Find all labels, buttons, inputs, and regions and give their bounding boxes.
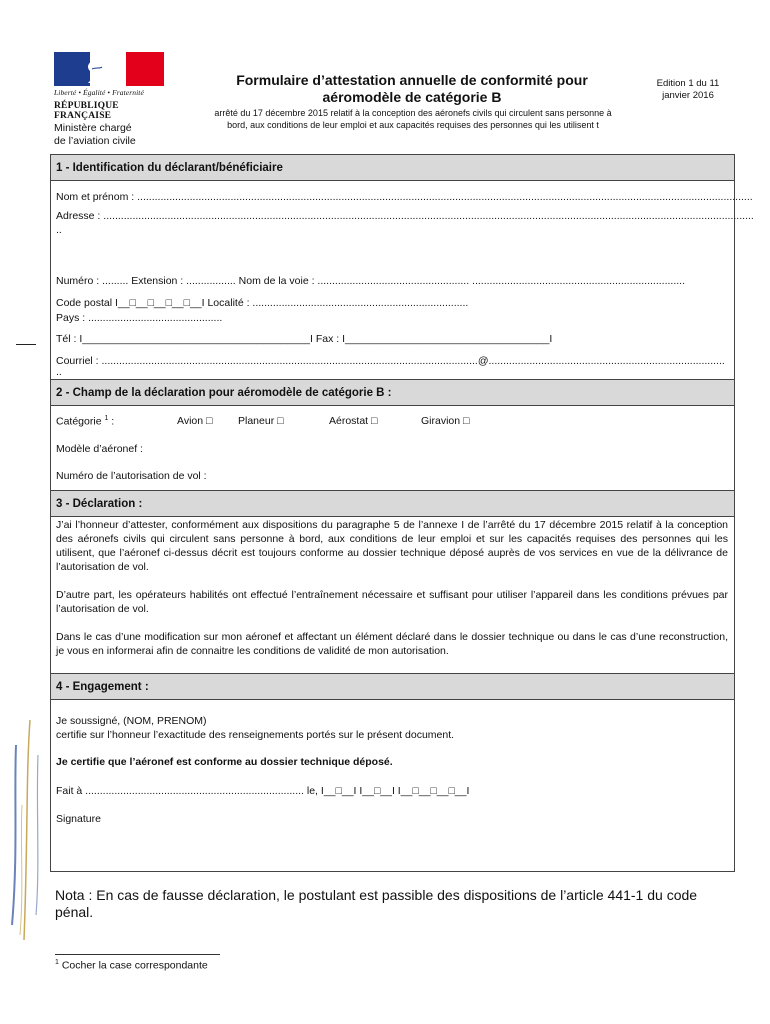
footnote-text: Cocher la case correspondante — [61, 959, 208, 972]
ministry-line-1: Ministère chargé — [54, 122, 132, 134]
decorative-margin-lines — [0, 715, 48, 945]
name-field[interactable]: Nom et prénom : ................................................................................................................................................................................................................... — [56, 191, 753, 203]
edition-line-1: Edition 1 du 11 — [656, 78, 720, 89]
checkbox-avion[interactable]: Avion □ — [177, 415, 213, 427]
checkbox-giravion[interactable]: Giravion □ — [421, 415, 470, 427]
edition-line-2: janvier 2016 — [662, 90, 714, 101]
section-4-header: 4 - Engagement : — [51, 673, 734, 700]
certify-statement: certifie sur l’honneur l’exactitude des renseignements portés sur le présent document. — [56, 729, 455, 741]
edition-info — [648, 78, 728, 102]
declaration-paragraph-1: J’ai l’honneur d’attester, conformément aux dispositions du paragraphe 5 de l’annexe I de l’arrêté du 17 décembre 2015 relatif à la conception des aéronefs civils qui circulent sans personne à bord, aux conditions de leur emploi et sur les capacités requises des personnes qui les utilisent, que l’aéronef ci-dessus décrit est toujours conforme au dossier technique déposé auprès de vos services en vue de la délivrance de l’autorisation de vol. — [56, 519, 728, 573]
form-subtitle-line-1: arrêté du 17 décembre 2015 relatif à la conception des aéronefs civils qui circulent sans personne à — [214, 108, 612, 118]
section-2-header: 2 - Champ de la déclaration pour aéromodèle de catégorie B : — [51, 379, 734, 406]
conformity-statement: Je certifie que l’aéronef est conforme au dossier technique déposé. — [56, 756, 393, 768]
form-subtitle-line-2: bord, aux conditions de leur emploi et aux capacités requises des personnes qui les utilisent t — [227, 119, 599, 130]
ministry-line-2: de l’aviation civile — [54, 135, 136, 147]
phone-fax-field[interactable]: Tél : I_______________________________________I Fax : I___________________________________I — [56, 333, 553, 345]
checkbox-planeur[interactable]: Planeur □ — [238, 415, 284, 427]
footnote-number: 1 — [55, 959, 59, 966]
declaration-paragraph-2: D’autre part, les opérateurs habilités ont effectué l’entraînement nécessaire et suffisant pour utiliser l’appareil dans les conditions prévues par l’autorisation de vol. — [56, 589, 728, 615]
address-field[interactable]: Adresse : ............................................................................................................................................................................................................................... — [56, 210, 754, 222]
signature-field[interactable]: Signature — [56, 813, 101, 825]
checkbox-aerostat[interactable]: Aérostat □ — [329, 415, 378, 427]
email-field-continued[interactable]: .. — [56, 366, 62, 378]
form-frame — [50, 154, 754, 872]
email-field[interactable]: Courriel : .................................................................................................................................@................................................................................. — [56, 355, 725, 367]
declaration-paragraph-3: Dans le cas d’une modification sur mon aéronef et affectant un élément déclaré dans le dossier technique ou dans le cas d’une reconstruction, je vous en informerai afin de connaitre les conditions de validité de mon autorisation. — [56, 631, 728, 657]
category-text: Catégorie — [56, 415, 102, 428]
category-label — [56, 415, 114, 428]
footnote — [55, 959, 208, 972]
form-subtitle — [180, 108, 646, 131]
aircraft-model-field[interactable]: Modèle d’aéronef : — [56, 443, 143, 455]
french-flag-marianne-icon — [54, 52, 164, 86]
nota-text: Nota : En cas de fausse déclaration, le postulant est passible des dispositions de l’article 441-1 du code pénal. — [55, 887, 698, 920]
address-field-continued[interactable]: .. — [56, 224, 62, 236]
republic-label: RÉPUBLIQUE FRANÇAISE — [54, 101, 119, 121]
flight-authorization-field[interactable]: Numéro de l’autorisation de vol : — [56, 470, 207, 482]
section-3-header: 3 - Déclaration : — [51, 490, 734, 517]
section-1-header: 1 - Identification du déclarant/bénéficiaire — [51, 154, 734, 181]
margin-mark — [16, 344, 36, 345]
footnote-ref: 1 — [104, 415, 109, 422]
republique-francaise-logo — [54, 52, 166, 147]
form-title-line-1: Formulaire d’attestation annuelle de conformité pour — [236, 72, 588, 88]
footnote-divider — [55, 954, 220, 955]
category-colon: : — [111, 415, 115, 428]
motto: Liberté • Égalité • Fraternité — [54, 88, 144, 97]
form-title-line-2: aéromodèle de catégorie B — [322, 89, 502, 105]
street-number-field[interactable]: Numéro : ......... Extension : ................. Nom de la voie : .................................................... ......................................................................... — [56, 275, 686, 287]
postal-code-field[interactable]: Code postal I__□__□__□__□__I Localité : .......................................................................... — [56, 297, 469, 309]
undersigned-field[interactable]: Je soussigné, (NOM, PRENOM) — [56, 715, 207, 727]
country-field[interactable]: Pays : .............................................. — [56, 312, 223, 324]
form-title — [188, 72, 636, 106]
place-date-field[interactable]: Fait à ........................................................................... le, I__□__I I__□__I I__□__□__□__I — [56, 785, 470, 797]
